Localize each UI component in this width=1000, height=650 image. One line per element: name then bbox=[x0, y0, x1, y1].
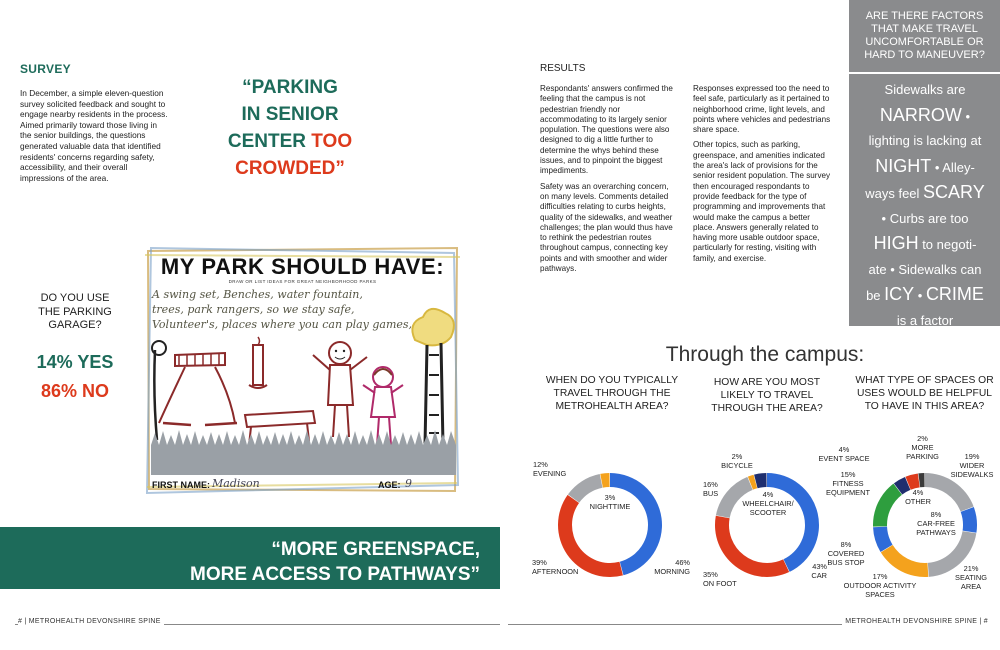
footer-right: METROHEALTH DEVONSHIRE SPINE | # bbox=[842, 618, 988, 625]
survey-heading: SURVEY bbox=[20, 62, 71, 76]
chart-3-label-car-free bbox=[908, 510, 964, 537]
chart-3-label-bus-stop bbox=[822, 540, 870, 567]
label-value: 21% bbox=[963, 564, 979, 573]
results-paragraph: Safety was an overarching concern, on many levels. Comments detailed difficulties relating to curbs heights, quality of the sidewalks, and weather challenges; the plan would thus have to rethink the pedestrian routes throughout campus, connecting key points and with smoother and wider pathways. bbox=[540, 181, 673, 274]
chart-2-label-bicycle bbox=[712, 452, 762, 470]
garage-question-line-3: GARAGE? bbox=[48, 319, 102, 331]
factors-line bbox=[854, 103, 996, 130]
factors-text: lighting is lacking at bbox=[868, 133, 982, 148]
factors-text: • Curbs are too bbox=[881, 210, 969, 226]
handwriting-line-1: A swing set, Benches, water fountain, bbox=[152, 288, 363, 301]
label-value: 19% bbox=[964, 452, 980, 461]
factors-text: • bbox=[961, 108, 971, 124]
label-value: 16% bbox=[703, 480, 718, 489]
factors-text: • Alley- bbox=[931, 159, 975, 175]
label-text: OUTDOOR ACTIVITY SPACES bbox=[843, 581, 917, 599]
label-value: 4% bbox=[838, 445, 850, 454]
garage-question-line-2: THE PARKING bbox=[38, 305, 112, 318]
greenspace-quote bbox=[150, 537, 480, 587]
factors-keyword: NIGHT bbox=[875, 155, 932, 176]
label-text: COVERED BUS STOP bbox=[827, 549, 865, 567]
factors-line bbox=[854, 180, 996, 207]
drawing-subtitle: DRAW OR LIST IDEAS FOR GREAT NEIGHBORHOOD PARKS bbox=[228, 279, 377, 284]
label-value: 3% bbox=[604, 493, 616, 502]
factors-keyword: CRIME bbox=[925, 284, 984, 304]
label-value: 12% bbox=[533, 460, 548, 469]
chart-1-label-afternoon bbox=[532, 558, 578, 576]
label-text: BICYCLE bbox=[721, 461, 753, 470]
label-value: 39% bbox=[532, 558, 547, 567]
drawing-age-value: 9 bbox=[405, 477, 412, 490]
label-value: 46% bbox=[675, 558, 690, 567]
chart-1-label-evening bbox=[533, 460, 566, 478]
garage-question bbox=[20, 292, 130, 333]
footer-left: # | METROHEALTH DEVONSHIRE SPINE bbox=[18, 618, 164, 625]
parking-quote-line-1: “PARKING bbox=[242, 77, 338, 98]
factors-text: ways feel bbox=[865, 186, 924, 201]
drawing-title: MY PARK SHOULD HAVE: bbox=[160, 254, 445, 279]
donut-slice-car bbox=[767, 473, 819, 572]
factors-line bbox=[854, 309, 996, 334]
factors-text: is a factor bbox=[896, 312, 954, 328]
factors-line bbox=[854, 207, 996, 232]
chart-2-label-on-foot bbox=[703, 570, 737, 588]
factors-text: • bbox=[914, 288, 926, 303]
through-campus-title: Through the campus: bbox=[665, 343, 865, 366]
factors-text: to negoti- bbox=[918, 237, 977, 252]
label-text: BUS bbox=[703, 489, 719, 498]
label-text: MORE PARKING bbox=[906, 443, 939, 461]
label-value: 8% bbox=[840, 540, 852, 549]
drawing-handwriting bbox=[152, 287, 457, 332]
label-text: EVENING bbox=[533, 469, 567, 478]
factors-line bbox=[854, 154, 996, 181]
results-paragraph: Other topics, such as parking, greenspace, and amenities indicated the area's lack of provisions for the senior resident population. The survey then encouraged respondants to provide feedback for the type of programming and improvements that would make the campus a better place. Answers generally related to having more usable outdoor space, particularly for resting, visiting with family, and exercise. bbox=[693, 140, 831, 263]
label-text: OTHER bbox=[905, 497, 931, 506]
chart-1-label-nighttime bbox=[580, 493, 640, 511]
factors-text: ate • Sidewalks can bbox=[868, 261, 982, 277]
factors-keyword: SCARY bbox=[923, 182, 985, 202]
label-text: SEATING AREA bbox=[955, 573, 987, 591]
garage-question-line-1: DO YOU USE bbox=[40, 292, 110, 304]
greenspace-quote-line-1: “MORE GREENSPACE, bbox=[271, 539, 480, 560]
chart-question-mode: HOW ARE YOU MOST LIKELY TO TRAVEL THROUGH THE AREA? bbox=[711, 377, 823, 414]
garage-no-stat: 86% NO bbox=[40, 381, 110, 401]
parking-quote-line-2: IN SENIOR bbox=[241, 104, 339, 125]
label-text: AFTERNOON bbox=[532, 567, 579, 576]
garage-yes-stat: 14% YES bbox=[36, 352, 114, 372]
label-value: 15% bbox=[840, 470, 856, 479]
chart-3-label-event-space bbox=[814, 445, 874, 463]
factors-keyword: HIGH bbox=[873, 233, 919, 253]
factors-divider bbox=[849, 72, 1000, 74]
chart-3-label-seating bbox=[948, 564, 994, 591]
label-value: 43% bbox=[812, 562, 827, 571]
chart-3-label-more-parking bbox=[895, 434, 950, 461]
label-text: MORNING bbox=[654, 567, 690, 576]
parking-quote-center: CENTER bbox=[227, 131, 312, 152]
chart-1-label-morning bbox=[640, 558, 690, 576]
label-value: 4% bbox=[762, 490, 774, 499]
survey-body: In December, a simple eleven-question survey solicited feedback and sought to engage nearby residents in the process. Aimed primarily toward those living in the senior buildings, the questions generated valuable data that identified residents' concerns regarding safety, accessibility, and their overall impressions of the area. bbox=[20, 88, 168, 183]
factors-line bbox=[854, 258, 996, 283]
factors-line bbox=[854, 78, 996, 103]
label-text: NIGHTTIME bbox=[589, 502, 631, 511]
parking-quote-too: TOO bbox=[311, 131, 353, 152]
parking-quote bbox=[205, 74, 375, 182]
label-value: 4% bbox=[912, 488, 924, 497]
label-text: ON FOOT bbox=[703, 579, 737, 588]
parking-quote-line-3 bbox=[205, 128, 375, 155]
factors-answers bbox=[854, 78, 996, 333]
chart-3-label-wider-sidewalks bbox=[948, 452, 996, 479]
handwriting-line-3: Volunteer's, places where you can play games, bbox=[152, 318, 413, 331]
factors-keyword: NARROW bbox=[879, 104, 962, 125]
results-paragraph: Responses expressed too the need to feel safe, particularly as it pertained to neighborhood crime, light levels, and points where vehicles and pedestrians share space. bbox=[693, 84, 831, 135]
chart-2-label-wheelchair bbox=[732, 490, 804, 517]
factors-text: Sidewalks are bbox=[884, 82, 966, 97]
drawing-name-value: Madison bbox=[212, 477, 260, 490]
results-column-2 bbox=[693, 84, 833, 269]
factors-line bbox=[854, 231, 996, 258]
chart-question-spaces: WHAT TYPE OF SPACES OR USES WOULD BE HELPFUL TO HAVE IN THIS AREA? bbox=[855, 375, 994, 412]
parking-quote-line-4: CROWDED” bbox=[235, 158, 345, 179]
chart-3-label-outdoor-activity bbox=[842, 572, 918, 599]
results-paragraph: Respondants' answers confirmed the feeling that the campus is not pedestrian friendly nor accommodating to its largely senior population. The questions were also designed to dig a little further to determine the whys behind these issues, and to pinpoint the biggest impediments. bbox=[540, 84, 673, 176]
factors-line bbox=[854, 129, 996, 154]
label-text: WIDER SIDEWALKS bbox=[950, 461, 994, 479]
factors-keyword: ICY bbox=[884, 284, 915, 304]
donut-slice-on-foot bbox=[715, 516, 789, 577]
greenspace-quote-line-2: MORE ACCESS TO PATHWAYS” bbox=[190, 564, 480, 585]
chart-3-label-other bbox=[898, 488, 938, 506]
chart-question-time: WHEN DO YOU TYPICALLY TRAVEL THROUGH THE METROHEALTH AREA? bbox=[545, 375, 679, 412]
label-text: CAR-FREE PATHWAYS bbox=[916, 519, 956, 537]
label-text: WHEELCHAIR/ SCOOTER bbox=[742, 499, 794, 517]
handwriting-line-2: trees, park rangers, so we stay safe, bbox=[152, 303, 355, 316]
chart-3-label-fitness bbox=[818, 470, 878, 497]
chart-2-label-bus bbox=[703, 480, 718, 498]
label-value: 17% bbox=[872, 572, 888, 581]
label-text: EVENT SPACE bbox=[818, 454, 870, 463]
factors-question: ARE THERE FACTORS THAT MAKE TRAVEL UNCOMFORTABLE OR HARD TO MANEUVER? bbox=[864, 10, 985, 61]
label-value: 2% bbox=[731, 452, 743, 461]
factors-line bbox=[854, 282, 996, 309]
results-column-1 bbox=[540, 84, 678, 279]
label-value: 8% bbox=[930, 510, 942, 519]
factors-text: be bbox=[866, 288, 885, 303]
label-value: 35% bbox=[703, 570, 718, 579]
drawing-age-label: AGE: bbox=[378, 480, 401, 490]
label-text: FITNESS EQUIPMENT bbox=[826, 479, 870, 497]
label-value: 2% bbox=[917, 434, 928, 443]
drawing-name-label: FIRST NAME: bbox=[152, 480, 210, 490]
results-heading: RESULTS bbox=[540, 63, 586, 74]
label-text: CAR bbox=[811, 571, 827, 580]
